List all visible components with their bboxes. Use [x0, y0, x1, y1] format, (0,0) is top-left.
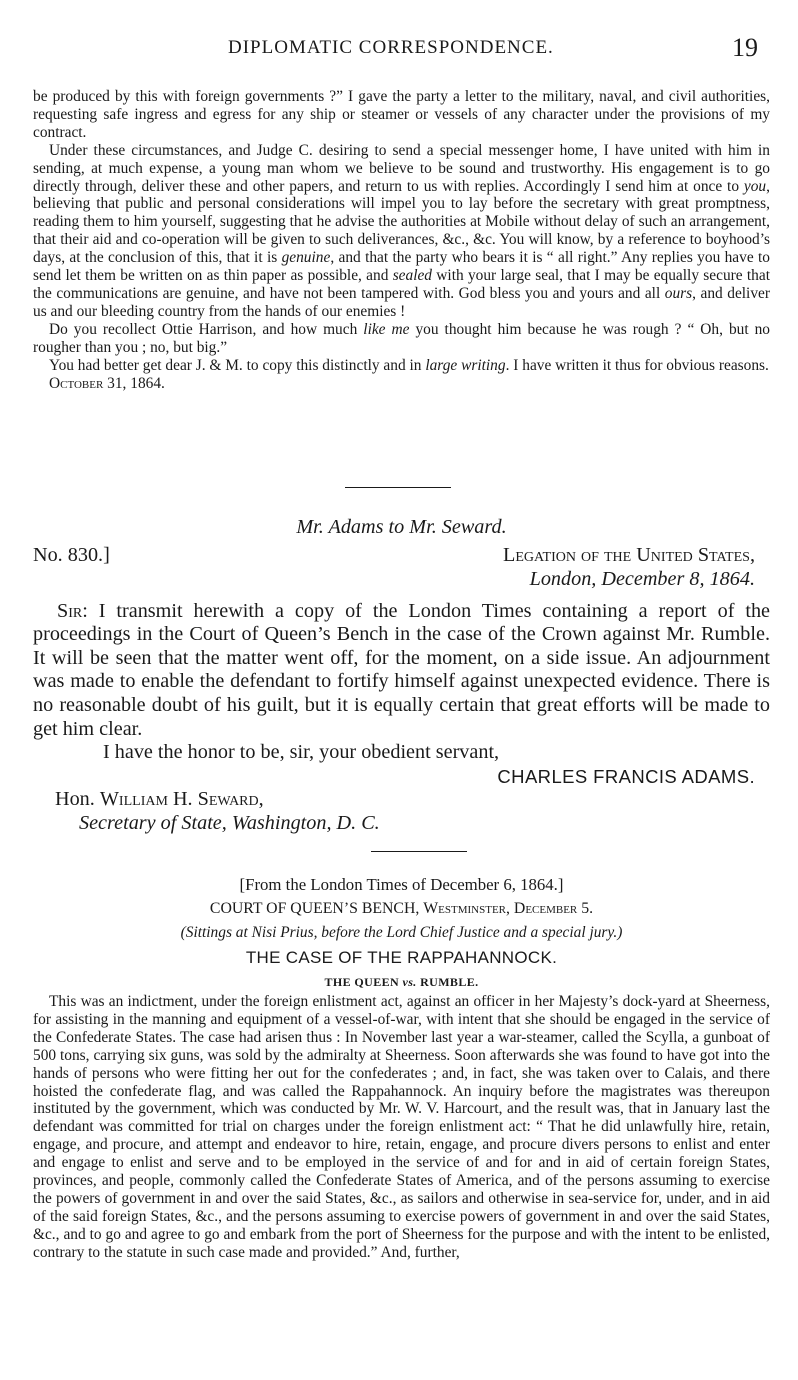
letter-text: Under these circumstances, and Judge C. desiring to send a special messenger home, I have united with him in sending, at much expense, a young man whom we believe to be sound and trustworthy. His engagement is to go directly through, deliver these and other papers, and return to us with replies. Accordingly I send him at once to	[33, 141, 770, 195]
subtitle-vs: vs.	[402, 975, 417, 989]
letter-text: Do you recollect Ottie Harrison, and how much	[49, 320, 364, 338]
dispatch-body	[33, 600, 770, 742]
letter-text: , and deliver us and our bleeding country from the hands of our enemies !	[33, 284, 770, 320]
case-title: THE CASE OF THE RAPPAHANNOCK.	[245, 948, 558, 967]
signature: CHARLES FRANCIS ADAMS.	[497, 765, 755, 787]
addressee-prefix: Hon.	[55, 788, 100, 811]
dispatch-body-text: : I transmit herewith a copy of the London Times containing a report of the proceedings in the Court of Queen’s Bench in the case of the Crown against Mr. Rumble. It will be seen that the matter went off, for the moment, on a side issue. An adjournment was made to enable the defendant to fortify himself against unexpected evidence. There is no reasonable doubt of his guilt, but it is equally certain that great efforts will be made to get him clear.	[33, 599, 770, 740]
letter-text: , and that the party who bears it is “ all right.” Any replies you have to send let them be written on as thin paper as possible, and	[33, 249, 770, 285]
enclosure-body: This was an indictment, under the foreign enlistment act, against an officer in her Majesty’s dock-yard at Sheerness, for assisting in the manning and equipment of a vessel-of-war, with intent that she should be engaged in the service of the Confederate States. The case had arisen thus : In November last year a war-steamer, called the Scylla, a gunboat of 500 tons, carrying six guns, was sold by the admiralty at Sheerness. Soon afterwards she was found to have got into the hands of persons who were fitting her out for the confederates ; and, in fact, she was taken over to Calais, and there hoisted the confederate flag, and was called the Rappahannock. An inquiry before the magistrates was thereupon instituted by the government, which was conducted by Mr. W. V. Harcourt, and the result was, that in January last the defendant was committed for trial on charges under the foreign enlistment act: “ That he did unlawfully hire, retain, engage, and procure, and attempt and endeavor to hire, retain, engage, and procure divers persons to enlist and enter and engage to enlist and serve and to be employed in the service of and for and in aid of certain foreign States, provinces, and people, commonly called the Confederate States of America, and of the persons assuming to exercise the powers of government in and over the said States, &c., as sailors and otherwise in sea-service for, under, and in aid of the said foreign States, &c., and the persons assuming to exercise powers of government in and over the said States, &c., and to go and agree to go and embark from the port of Sheerness for the purpose and with the intent to be enlisted, contrary to the statute in such case made and provided.” And, further,	[33, 993, 770, 1261]
dispatch	[33, 516, 770, 836]
letter-paragraph	[33, 357, 770, 375]
case-subtitle	[33, 971, 770, 993]
letter-paragraph	[33, 321, 770, 357]
page-number: 19	[732, 33, 758, 62]
emphasis: ours	[664, 284, 693, 302]
dispatch-number: No. 830.]	[33, 543, 110, 566]
addressee-title-text: Secretary of State, Washington, D. C.	[79, 811, 380, 834]
dispatch-heading	[33, 516, 770, 540]
subtitle-part: THE QUEEN	[324, 975, 403, 989]
emphasis: genuine	[281, 249, 331, 267]
dispatch-closing: I have the honor to be, sir, your obedient servant,	[103, 741, 500, 764]
letter-text: , believing that public and personal considerations will impel you to lay before the secretary with great promptness, reading them to him yourself, suggesting that he advise the authorities at Mobile without delay of such an arrangement, that their aid and co-operation will be given to such deliverances, &c., &c. You will know, by a reference to boyhood’s days, at the conclusion of this, that it is	[33, 177, 770, 267]
dispatch-heading-text: Mr. Adams to Mr. Seward.	[296, 516, 507, 538]
section-divider	[345, 487, 451, 488]
emphasis: you	[743, 177, 767, 195]
letter-text: with your large seal, that I may be equally secure that the communications are genuine, and have not been tampered with. God bless you and yours and all	[33, 267, 770, 302]
letter-text: You had better get dear J. & M. to copy this distinctly and in	[49, 356, 426, 374]
running-title: DIPLOMATIC CORRESPONDENCE.	[228, 37, 554, 58]
letter-text: you thought him because he was rough ? “ Oh, but no rougher than you ; no, but big.”	[33, 320, 771, 356]
enclosure	[33, 873, 770, 1262]
addressee-title	[33, 812, 770, 836]
addressee	[33, 788, 770, 812]
sittings-line	[33, 921, 770, 945]
page-header	[0, 33, 798, 63]
section-divider	[371, 851, 467, 852]
subtitle-part: RUMBLE.	[416, 975, 479, 989]
place-date-line: London, December 8, 1864.	[529, 567, 755, 590]
court-heading	[33, 897, 770, 921]
emphasis: like me	[363, 320, 410, 338]
enclosure-source: [From the London Times of December 6, 1864.]	[239, 875, 564, 894]
addressee-name: William H. Seward,	[99, 788, 264, 811]
letter-text: be produced by this with foreign governments ?” I gave the party a letter to the military, naval, and civil authorities, requesting safe ingress and egress for any ship or steamer or vessels of any character under the provisions of my contract.	[33, 88, 770, 141]
sittings-text: (Sittings at Nisi Prius, before the Lord Chief Justice and a special jury.)	[180, 924, 623, 941]
court-place-date: Westminster, December 5.	[423, 900, 594, 917]
court-name: COURT OF QUEEN’S BENCH,	[209, 900, 424, 917]
letter-continuation	[33, 88, 770, 392]
emphasis: sealed	[392, 267, 433, 285]
letter-paragraph	[33, 142, 770, 321]
letter-text: . I have written it thus for obvious reasons.	[505, 356, 769, 374]
emphasis: large writing	[425, 356, 506, 374]
letter-paragraph	[33, 88, 770, 142]
salutation: Sir	[57, 599, 83, 622]
legation-line: Legation of the United States,	[502, 543, 755, 566]
dispatch-dateline	[33, 544, 770, 596]
letter-date: October 31, 1864.	[49, 374, 165, 392]
